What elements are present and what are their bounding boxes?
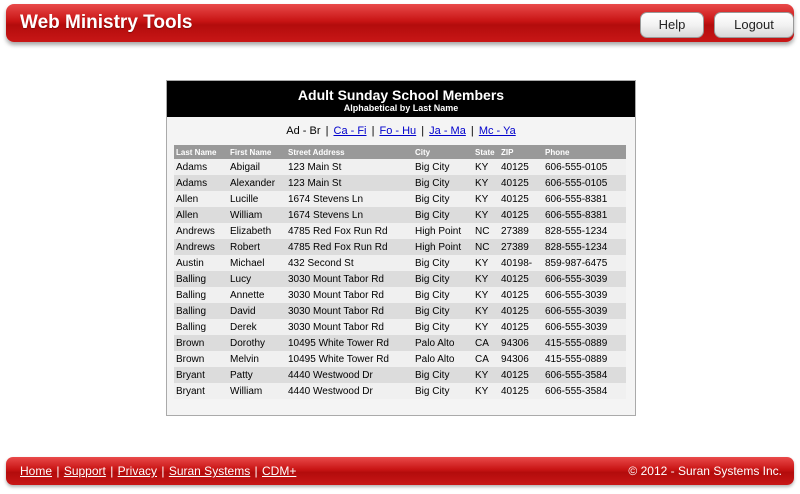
phone-cell: 606-555-8381 [543, 207, 626, 223]
first-name-cell: David [228, 303, 286, 319]
alpha-link-fo-hu[interactable]: Fo - Hu [379, 125, 417, 137]
zip-cell: 27389 [499, 239, 543, 255]
first-name-cell: Michael [228, 255, 286, 271]
first-name-cell: Abigail [228, 159, 286, 175]
col-phone: Phone [543, 145, 626, 159]
first-name-cell: Melvin [228, 351, 286, 367]
street-address-cell: 123 Main St [286, 159, 413, 175]
last-name-cell: Adams [174, 159, 228, 175]
panel-subtitle: Alphabetical by Last Name [343, 103, 459, 113]
col-city: City [413, 145, 473, 159]
street-address-cell: 1674 Stevens Ln [286, 191, 413, 207]
last-name-cell: Allen [174, 207, 228, 223]
table-row [174, 383, 626, 399]
state-cell: KY [473, 207, 499, 223]
phone-cell: 606-555-0105 [543, 159, 626, 175]
alpha-separator: | [421, 125, 425, 137]
members-panel [166, 80, 636, 416]
zip-cell: 40125 [499, 207, 543, 223]
col-last-name: Last Name [174, 145, 228, 159]
state-cell: KY [473, 319, 499, 335]
panel-title: Adult Sunday School Members [297, 87, 505, 103]
first-name-cell: Derek [228, 319, 286, 335]
copyright-text: © 2012 - Suran Systems Inc. [628, 464, 782, 478]
footer-separator: | [254, 464, 258, 478]
table-row [174, 255, 626, 271]
city-cell: Big City [413, 303, 473, 319]
street-address-cell: 432 Second St [286, 255, 413, 271]
footer-link-support[interactable]: Support [63, 464, 106, 478]
city-cell: Big City [413, 191, 473, 207]
last-name-cell: Brown [174, 351, 228, 367]
state-cell: NC [473, 223, 499, 239]
table-row [174, 207, 626, 223]
table-row [174, 367, 626, 383]
footer-link-home[interactable]: Home [20, 464, 53, 478]
zip-cell: 40125 [499, 159, 543, 175]
table-body [174, 159, 626, 399]
last-name-cell: Andrews [174, 239, 228, 255]
city-cell: Big City [413, 175, 473, 191]
last-name-cell: Brown [174, 335, 228, 351]
first-name-cell: Robert [228, 239, 286, 255]
table-row [174, 239, 626, 255]
footer-link-cdm[interactable]: CDM+ [262, 464, 297, 478]
alpha-current: Ad - Br [286, 125, 321, 137]
col-zip: ZIP [499, 145, 543, 159]
col-state: State [473, 145, 499, 159]
street-address-cell: 10495 White Tower Rd [286, 335, 413, 351]
first-name-cell: Patty [228, 367, 286, 383]
first-name-cell: Annette [228, 287, 286, 303]
state-cell: KY [473, 367, 499, 383]
table-row [174, 319, 626, 335]
table-row [174, 287, 626, 303]
last-name-cell: Balling [174, 303, 228, 319]
city-cell: Big City [413, 383, 473, 399]
first-name-cell: William [228, 383, 286, 399]
state-cell: KY [473, 383, 499, 399]
alpha-link-ca-fi[interactable]: Ca - Fi [333, 125, 367, 137]
state-cell: CA [473, 335, 499, 351]
zip-cell: 40125 [499, 191, 543, 207]
last-name-cell: Balling [174, 271, 228, 287]
state-cell: KY [473, 191, 499, 207]
phone-cell: 606-555-3039 [543, 319, 626, 335]
first-name-cell: Dorothy [228, 335, 286, 351]
col-street-address: Street Address [286, 145, 413, 159]
alpha-link-ja-ma[interactable]: Ja - Ma [429, 125, 466, 137]
street-address-cell: 3030 Mount Tabor Rd [286, 303, 413, 319]
state-cell: KY [473, 159, 499, 175]
street-address-cell: 3030 Mount Tabor Rd [286, 319, 413, 335]
city-cell: Palo Alto [413, 351, 473, 367]
panel-header [167, 81, 635, 117]
table-row [174, 351, 626, 367]
phone-cell: 606-555-3039 [543, 271, 626, 287]
last-name-cell: Adams [174, 175, 228, 191]
table-row [174, 159, 626, 175]
phone-cell: 606-555-3584 [543, 383, 626, 399]
phone-cell: 606-555-3584 [543, 367, 626, 383]
street-address-cell: 10495 White Tower Rd [286, 351, 413, 367]
phone-cell: 828-555-1234 [543, 223, 626, 239]
last-name-cell: Balling [174, 287, 228, 303]
alpha-separator: | [325, 125, 329, 137]
state-cell: KY [473, 303, 499, 319]
last-name-cell: Bryant [174, 383, 228, 399]
city-cell: Palo Alto [413, 335, 473, 351]
table-row [174, 191, 626, 207]
city-cell: Big City [413, 271, 473, 287]
street-address-cell: 123 Main St [286, 175, 413, 191]
footer-link-suran-systems[interactable]: Suran Systems [168, 464, 251, 478]
first-name-cell: Elizabeth [228, 223, 286, 239]
table-row [174, 271, 626, 287]
app-header [6, 4, 794, 42]
last-name-cell: Bryant [174, 367, 228, 383]
zip-cell: 40125 [499, 303, 543, 319]
state-cell: KY [473, 271, 499, 287]
zip-cell: 40125 [499, 383, 543, 399]
app-title: Web Ministry Tools [20, 12, 193, 33]
city-cell: Big City [413, 319, 473, 335]
street-address-cell: 4785 Red Fox Run Rd [286, 223, 413, 239]
first-name-cell: Lucille [228, 191, 286, 207]
table-row [174, 335, 626, 351]
state-cell: CA [473, 351, 499, 367]
footer-separator: | [110, 464, 114, 478]
city-cell: Big City [413, 255, 473, 271]
footer-separator: | [56, 464, 60, 478]
street-address-cell: 4785 Red Fox Run Rd [286, 239, 413, 255]
phone-cell: 606-555-3039 [543, 303, 626, 319]
city-cell: Big City [413, 367, 473, 383]
city-cell: High Point [413, 239, 473, 255]
footer-separator: | [161, 464, 165, 478]
alpha-link-mc-ya[interactable]: Mc - Ya [478, 125, 516, 137]
app-footer [6, 457, 794, 485]
state-cell: KY [473, 287, 499, 303]
zip-cell: 94306 [499, 335, 543, 351]
phone-cell: 859-987-6475 [543, 255, 626, 271]
footer-links [20, 464, 296, 478]
zip-cell: 40125 [499, 271, 543, 287]
street-address-cell: 3030 Mount Tabor Rd [286, 287, 413, 303]
city-cell: Big City [413, 287, 473, 303]
phone-cell: 415-555-0889 [543, 335, 626, 351]
last-name-cell: Allen [174, 191, 228, 207]
phone-cell: 415-555-0889 [543, 351, 626, 367]
zip-cell: 40125 [499, 175, 543, 191]
table-row [174, 223, 626, 239]
state-cell: NC [473, 239, 499, 255]
street-address-cell: 4440 Westwood Dr [286, 367, 413, 383]
city-cell: Big City [413, 207, 473, 223]
panel-body [167, 117, 635, 415]
col-first-name: First Name [228, 145, 286, 159]
last-name-cell: Austin [174, 255, 228, 271]
first-name-cell: Alexander [228, 175, 286, 191]
zip-cell: 27389 [499, 223, 543, 239]
footer-link-privacy[interactable]: Privacy [117, 464, 158, 478]
logout-button[interactable]: Logout [714, 12, 794, 38]
first-name-cell: William [228, 207, 286, 223]
zip-cell: 40125 [499, 287, 543, 303]
zip-cell: 94306 [499, 351, 543, 367]
phone-cell: 606-555-3039 [543, 287, 626, 303]
zip-cell: 40125 [499, 319, 543, 335]
state-cell: KY [473, 255, 499, 271]
phone-cell: 606-555-8381 [543, 191, 626, 207]
zip-cell: 40125 [499, 367, 543, 383]
last-name-cell: Balling [174, 319, 228, 335]
alpha-nav [167, 125, 635, 137]
table-row [174, 303, 626, 319]
last-name-cell: Andrews [174, 223, 228, 239]
city-cell: Big City [413, 159, 473, 175]
members-table [174, 145, 626, 399]
alpha-separator: | [371, 125, 375, 137]
street-address-cell: 3030 Mount Tabor Rd [286, 271, 413, 287]
table-row [174, 175, 626, 191]
phone-cell: 828-555-1234 [543, 239, 626, 255]
first-name-cell: Lucy [228, 271, 286, 287]
state-cell: KY [473, 175, 499, 191]
table-header-row [174, 145, 626, 159]
alpha-separator: | [470, 125, 474, 137]
city-cell: High Point [413, 223, 473, 239]
zip-cell: 40198- [499, 255, 543, 271]
street-address-cell: 1674 Stevens Ln [286, 207, 413, 223]
help-button[interactable]: Help [640, 12, 704, 38]
phone-cell: 606-555-0105 [543, 175, 626, 191]
street-address-cell: 4440 Westwood Dr [286, 383, 413, 399]
